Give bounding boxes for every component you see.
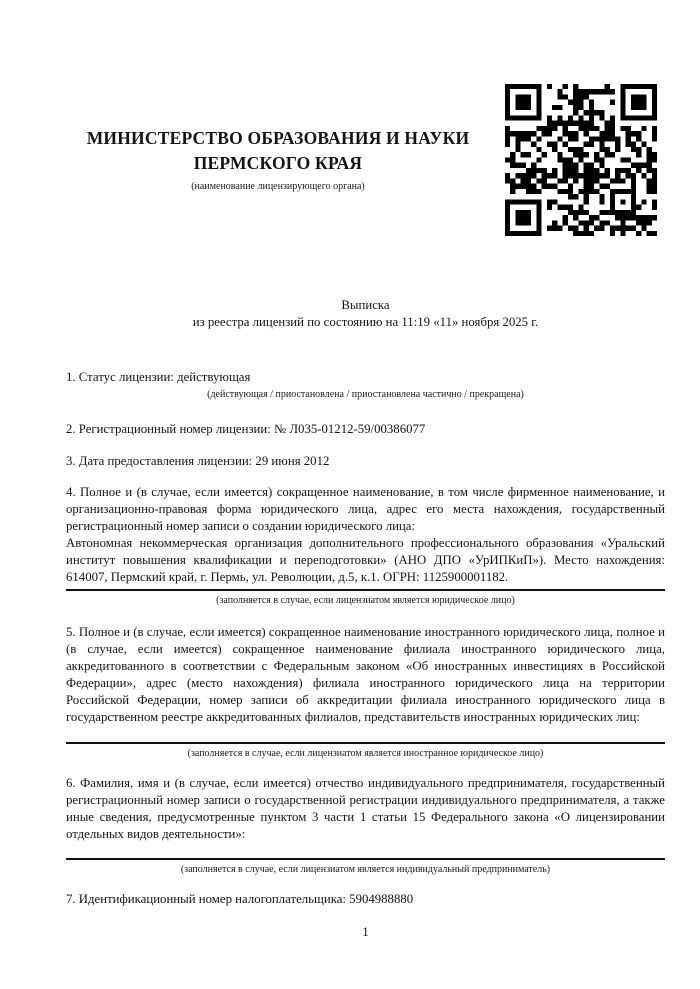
license-status-item: 1. Статус лицензии: действующая [66,370,251,384]
ministry-name-line1: МИНИСТЕРСТВО ОБРАЗОВАНИЯ И НАУКИ [86,128,470,148]
licensing-authority-block [66,126,490,192]
document-title: Выписка [341,298,390,312]
foreign-entity-divider [66,742,665,744]
registration-number-item: 2. Регистрационный номер лицензии: № Л035-01212-59/00386077 [66,422,426,436]
document-subtitle: из реестра лицензий по состоянию на 11:19 «11» ноября 2025 г. [192,315,539,329]
legal-entity-value: Автономная некоммерческая организация дополнительного профессионального образования «Уральский институт повышения квалификации и переподготовки» (АНО ДПО «УрИПКиП»). Место нахождения: 614007, Пермский край, г. Пермь, ул. Революции, д.5, к.1. ОГРН: 1125900001182. [66,536,665,584]
taxpayer-inn-item: 7. Идентификационный номер налогоплательщика: 5904988880 [66,892,414,906]
license-grant-date-item: 3. Дата предоставления лицензии: 29 июня 2012 [66,454,330,468]
legal-entity-item [66,484,665,586]
status-options-caption: (действующая / приостановлена / приостановлена частично / прекращена) [207,389,524,400]
foreign-entity-caption: (заполняется в случае, если лицензиатом является иностранное юридическое лицо) [187,748,544,759]
qr-code-icon [505,84,657,236]
document-title-block [66,297,665,331]
legal-entity-clause: 4. Полное и (в случае, если имеется) сокращенное наименование, в том числе фирменное наименование, и организационно-правовая форма юридического лица, адрес его места нахождения, государственный регистрационный номер записи о создании юридического лица: [66,485,665,533]
entrepreneur-clause: 6. Фамилия, имя и (в случае, если имеется) отчество индивидуального предпринимателя, государственный регистрационный номер записи о государственной регистрации индивидуального предпринимателя, а также иные сведения, предусмотренные пунктом 3 части 1 статьи 15 Федерального закона «О лицензировании отдельных видов деятельности»: [66,776,665,841]
page-number: 1 [362,925,369,939]
licensing-authority-caption: (наименование лицензирующего органа) [191,181,365,192]
legal-entity-caption: (заполняется в случае, если лицензиатом является юридическое лицо) [216,595,515,606]
document-header [66,0,665,250]
ministry-name-line2: ПЕРМСКОГО КРАЯ [193,153,363,173]
entrepreneur-divider [66,858,665,860]
entrepreneur-caption: (заполняется в случае, если лицензиатом является индивидуальный предприниматель) [180,864,551,875]
foreign-entity-clause: 5. Полное и (в случае, если имеется) сокращенное наименование иностранного юридического лица, полное и (в случае, если имеется) сокращенное наименование филиала иностранного юридического лица, аккредитованного в соответствии с Федеральным законом «Об иностранных инвестициях в Российской Федерации», адрес (место нахождения) филиала иностранного юридического лица на территории Российской Федерации, номер записи об аккредитации филиала иностранного юридического лица в государственном реестре аккредитованных филиалов, представительств иностранных юридических лиц: [66,625,665,724]
legal-entity-divider [66,589,665,591]
